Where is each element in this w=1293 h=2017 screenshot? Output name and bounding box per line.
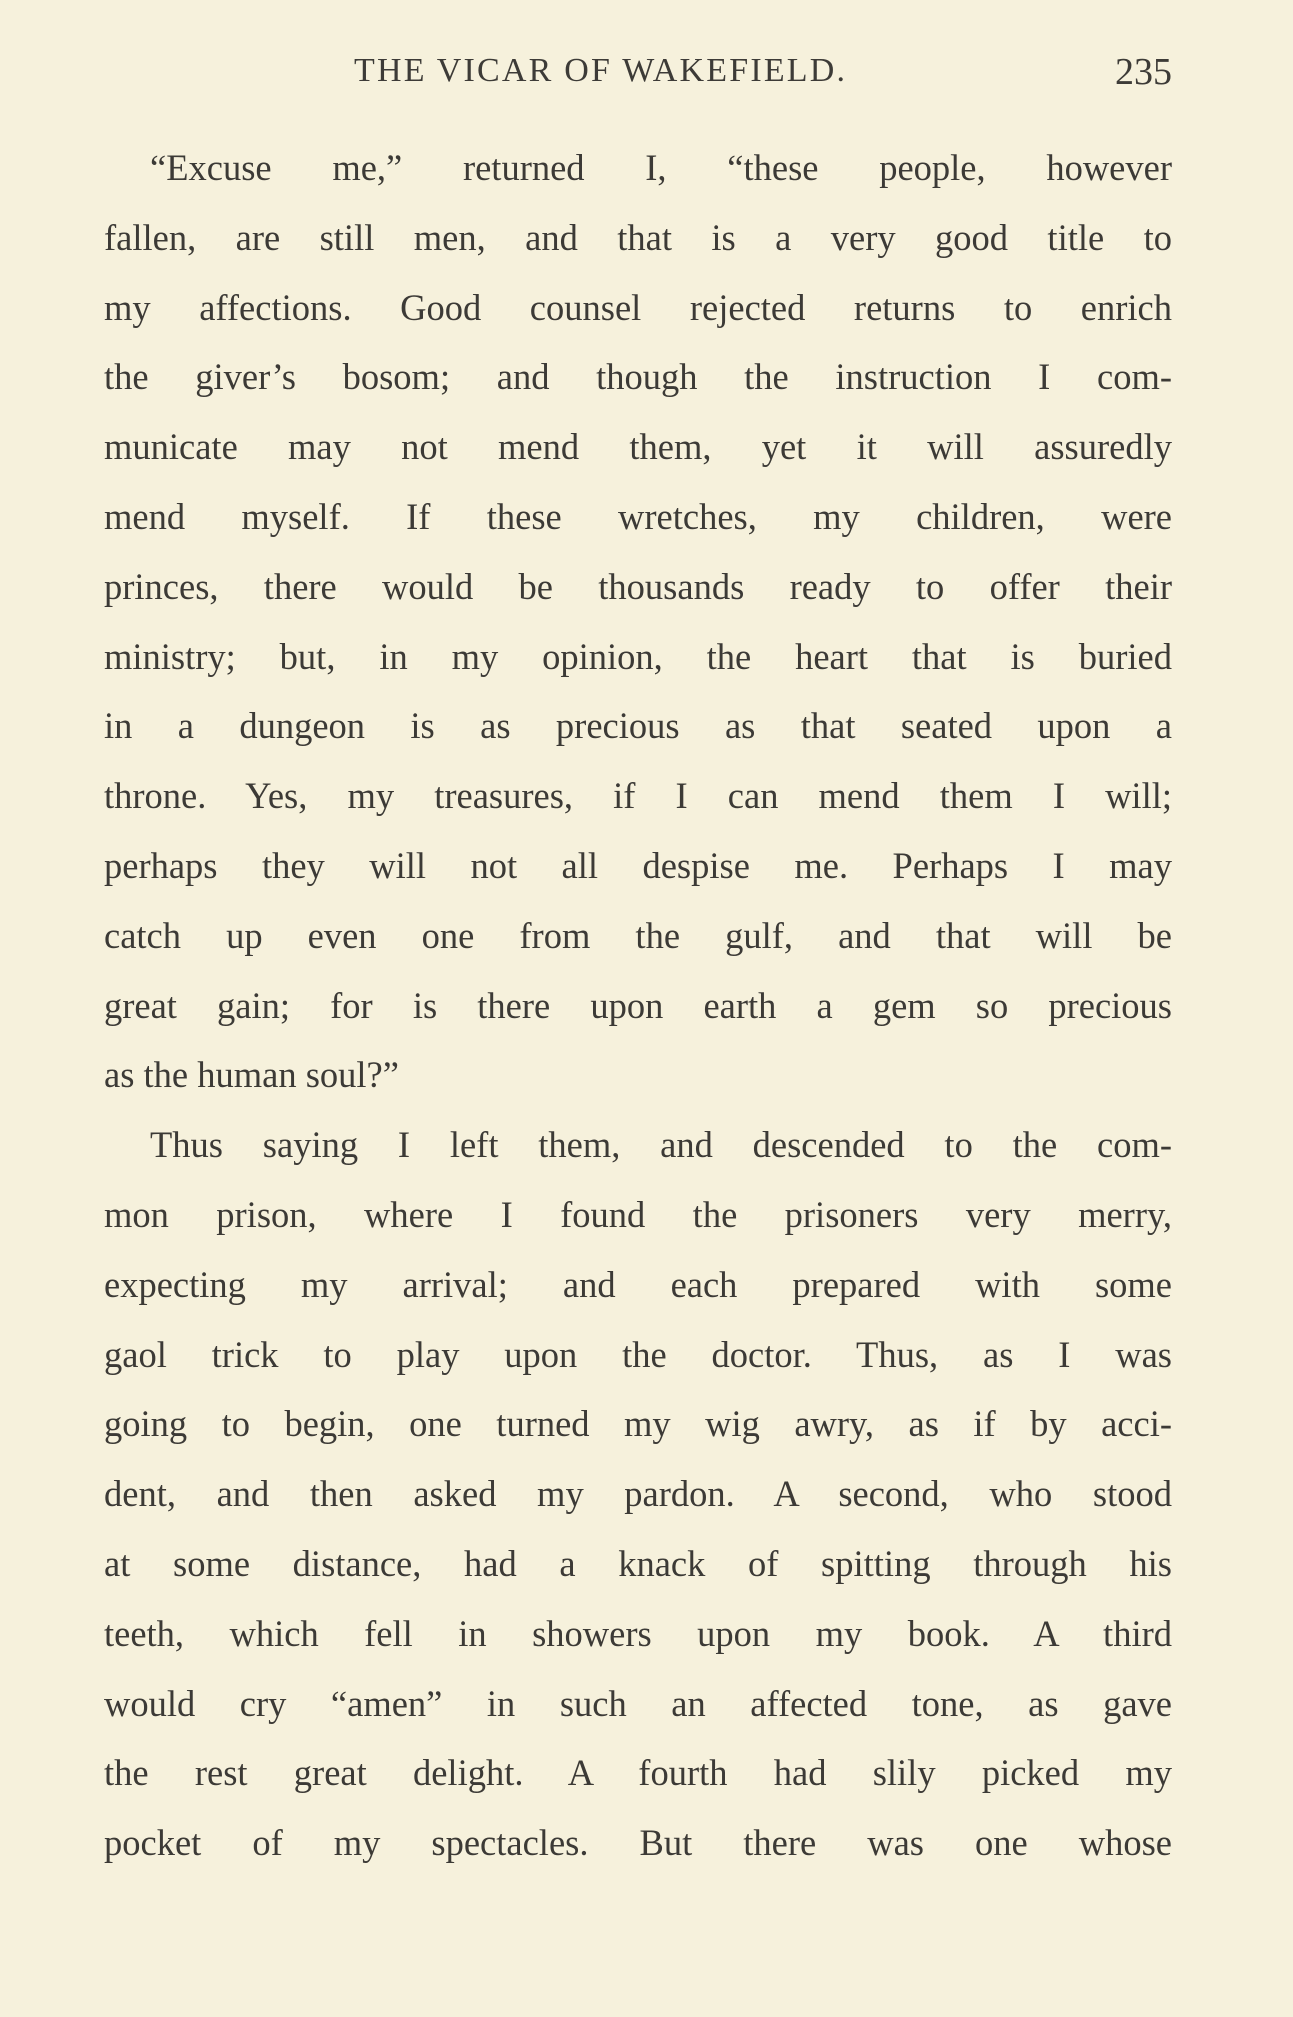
text-line: teeth, which fell in showers upon my book. A third (104, 1612, 1172, 1654)
text-line: expecting my arrival; and each prepared with some (104, 1263, 1172, 1305)
text-line: mon prison, where I found the prisoners very merry, (104, 1193, 1172, 1235)
text-line: in a dungeon is as precious as that seated upon a (104, 705, 1172, 747)
text-line: going to begin, one turned my wig awry, as if by acci- (104, 1403, 1172, 1445)
text-line: Thus saying I left them, and descended to the com- (150, 1124, 1172, 1166)
text-line: fallen, are still men, and that is a very good title to (104, 216, 1172, 258)
body-text (104, 144, 1172, 1889)
text-line: the rest great delight. A fourth had slily picked my (104, 1752, 1172, 1794)
running-head (104, 50, 1172, 110)
text-line: the giver’s bosom; and though the instruction I com- (104, 356, 1172, 398)
text-line: princes, there would be thousands ready to offer their (104, 565, 1172, 607)
text-line: mend myself. If these wretches, my children, were (104, 495, 1172, 537)
text-line: would cry “amen” in such an affected tone, as gave (104, 1682, 1172, 1724)
text-line: municate may not mend them, yet it will assuredly (104, 426, 1172, 468)
page-number: 235 (1115, 51, 1172, 93)
text-line: ministry; but, in my opinion, the heart that is buried (104, 635, 1172, 677)
text-line: catch up even one from the gulf, and that will be (104, 914, 1172, 956)
paragraph-1 (104, 144, 1172, 1121)
text-line: my affections. Good counsel rejected returns to enrich (104, 286, 1172, 328)
running-title: THE VICAR OF WAKEFIELD. (354, 52, 848, 89)
paragraph-2 (104, 1121, 1172, 1889)
text-line: dent, and then asked my pardon. A second, who stood (104, 1473, 1172, 1515)
text-line: gaol trick to play upon the doctor. Thus, as I was (104, 1333, 1172, 1375)
text-line: throne. Yes, my treasures, if I can mend them I will; (104, 775, 1172, 817)
text-line: as the human soul?” (104, 1054, 399, 1096)
text-line: pocket of my spectacles. But there was one whose (104, 1822, 1172, 1864)
text-line: great gain; for is there upon earth a gem so precious (104, 984, 1172, 1026)
text-line: perhaps they will not all despise me. Perhaps I may (104, 844, 1172, 886)
text-line: “Excuse me,” returned I, “these people, however (150, 147, 1172, 188)
text-line: at some distance, had a knack of spitting through his (104, 1542, 1172, 1584)
